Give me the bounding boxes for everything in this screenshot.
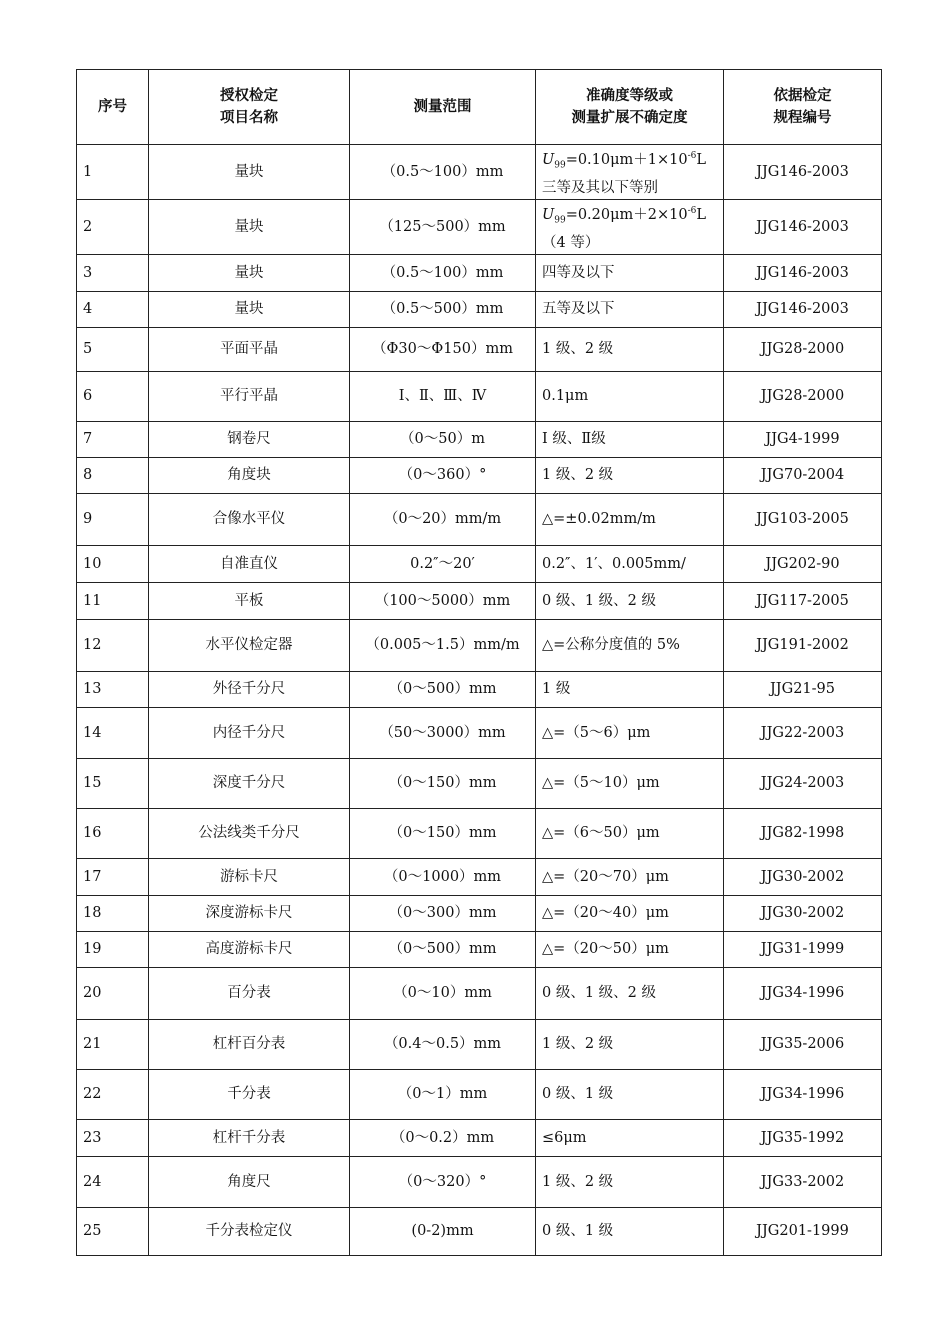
table-row — [77, 421, 882, 457]
authorization-table — [76, 69, 882, 1256]
item-name: 千分表检定仪 — [149, 1207, 350, 1255]
table-row — [77, 707, 882, 758]
row-number: 12 — [77, 619, 149, 671]
regulation-code: JJG30-2002 — [724, 858, 882, 895]
item-name: 钢卷尺 — [149, 421, 350, 457]
row-number: 16 — [77, 808, 149, 858]
measuring-range: （0～50）m — [350, 421, 536, 457]
measuring-range: （0～1）mm — [350, 1069, 536, 1119]
table-row — [77, 671, 882, 707]
accuracy: 1 级 — [536, 671, 724, 707]
item-name: 杠杆千分表 — [149, 1119, 350, 1156]
table-row — [77, 858, 882, 895]
measuring-range: （0～300）mm — [350, 895, 536, 931]
row-number: 20 — [77, 967, 149, 1019]
table-row — [77, 457, 882, 493]
regulation-code: JJG30-2002 — [724, 895, 882, 931]
row-number: 19 — [77, 931, 149, 967]
table-row — [77, 895, 882, 931]
row-number: 10 — [77, 545, 149, 582]
regulation-code: JJG22-2003 — [724, 707, 882, 758]
table-row — [77, 1207, 882, 1255]
accuracy: 0 级、1 级、2 级 — [536, 967, 724, 1019]
regulation-code: JJG117-2005 — [724, 582, 882, 619]
regulation-code: JJG103-2005 — [724, 493, 882, 545]
regulation-code: JJG201-1999 — [724, 1207, 882, 1255]
table-row — [77, 254, 882, 291]
accuracy: △=（20～40）μm — [536, 895, 724, 931]
accuracy: 1 级、2 级 — [536, 327, 724, 371]
row-number: 11 — [77, 582, 149, 619]
table-row — [77, 931, 882, 967]
item-name: 公法线类千分尺 — [149, 808, 350, 858]
table-row — [77, 808, 882, 858]
accuracy: △=公称分度值的 5% — [536, 619, 724, 671]
table-header-row — [77, 70, 882, 145]
row-number: 4 — [77, 291, 149, 327]
row-number: 21 — [77, 1019, 149, 1069]
header-no: 序号 — [77, 70, 149, 145]
row-number: 23 — [77, 1119, 149, 1156]
row-number: 14 — [77, 707, 149, 758]
accuracy: $U_{99}=0.10\mu m+1\times 10^{-6}L$ 三等及其以下等别 — [536, 145, 724, 200]
accuracy: 五等及以下 — [536, 291, 724, 327]
table-row — [77, 619, 882, 671]
measuring-range: （100～5000）mm — [350, 582, 536, 619]
row-number: 15 — [77, 758, 149, 808]
regulation-code: JJG34-1996 — [724, 967, 882, 1019]
accuracy: △=（5～6）μm — [536, 707, 724, 758]
item-name: 角度尺 — [149, 1156, 350, 1207]
table-row — [77, 758, 882, 808]
item-name: 千分表 — [149, 1069, 350, 1119]
row-number: 5 — [77, 327, 149, 371]
accuracy: 0.1μm — [536, 371, 724, 421]
regulation-code: JJG146-2003 — [724, 199, 882, 254]
table-row — [77, 493, 882, 545]
measuring-range: （0.5～500）mm — [350, 291, 536, 327]
item-name: 水平仪检定器 — [149, 619, 350, 671]
measuring-range: （0.005～1.5）mm/m — [350, 619, 536, 671]
item-name: 杠杆百分表 — [149, 1019, 350, 1069]
regulation-code: JJG146-2003 — [724, 254, 882, 291]
header-regulation-code: 依据检定 规程编号 — [724, 70, 882, 145]
row-number: 2 — [77, 199, 149, 254]
item-name: 自准直仪 — [149, 545, 350, 582]
item-name: 百分表 — [149, 967, 350, 1019]
accuracy: Ⅰ 级、Ⅱ级 — [536, 421, 724, 457]
regulation-code: JJG35-2006 — [724, 1019, 882, 1069]
table-row — [77, 199, 882, 254]
table-row — [77, 327, 882, 371]
measuring-range: （50～3000）mm — [350, 707, 536, 758]
measuring-range: Ⅰ、Ⅱ、Ⅲ、Ⅳ — [350, 371, 536, 421]
accuracy: △=±0.02mm/m — [536, 493, 724, 545]
item-name: 量块 — [149, 145, 350, 200]
accuracy: 0 级、1 级 — [536, 1207, 724, 1255]
regulation-code: JJG28-2000 — [724, 371, 882, 421]
regulation-code: JJG202-90 — [724, 545, 882, 582]
accuracy: 1 级、2 级 — [536, 1156, 724, 1207]
table-row — [77, 967, 882, 1019]
table-row — [77, 1069, 882, 1119]
item-name: 量块 — [149, 199, 350, 254]
accuracy: △=（5～10）μm — [536, 758, 724, 808]
item-name: 合像水平仪 — [149, 493, 350, 545]
row-number: 3 — [77, 254, 149, 291]
row-number: 9 — [77, 493, 149, 545]
header-accuracy: 准确度等级或 测量扩展不确定度 — [536, 70, 724, 145]
measuring-range: （0～150）mm — [350, 808, 536, 858]
item-name: 平板 — [149, 582, 350, 619]
measuring-range: （0～150）mm — [350, 758, 536, 808]
regulation-code: JJG35-1992 — [724, 1119, 882, 1156]
header-item-name: 授权检定 项目名称 — [149, 70, 350, 145]
regulation-code: JJG31-1999 — [724, 931, 882, 967]
row-number: 17 — [77, 858, 149, 895]
row-number: 18 — [77, 895, 149, 931]
measuring-range: （0.5～100）mm — [350, 145, 536, 200]
item-name: 量块 — [149, 291, 350, 327]
regulation-code: JJG146-2003 — [724, 291, 882, 327]
measuring-range: 0.2″～20′ — [350, 545, 536, 582]
accuracy: △=（6～50）μm — [536, 808, 724, 858]
regulation-code: JJG34-1996 — [724, 1069, 882, 1119]
item-name: 高度游标卡尺 — [149, 931, 350, 967]
measuring-range: （0.4～0.5）mm — [350, 1019, 536, 1069]
measuring-range: （0～0.2）mm — [350, 1119, 536, 1156]
row-number: 1 — [77, 145, 149, 200]
item-name: 平面平晶 — [149, 327, 350, 371]
row-number: 25 — [77, 1207, 149, 1255]
regulation-code: JJG24-2003 — [724, 758, 882, 808]
accuracy: 0 级、1 级 — [536, 1069, 724, 1119]
measuring-range: （0～320）° — [350, 1156, 536, 1207]
item-name: 量块 — [149, 254, 350, 291]
regulation-code: JJG28-2000 — [724, 327, 882, 371]
regulation-code: JJG4-1999 — [724, 421, 882, 457]
measuring-range: (0-2)mm — [350, 1207, 536, 1255]
table-row — [77, 545, 882, 582]
measuring-range: （0～10）mm — [350, 967, 536, 1019]
item-name: 角度块 — [149, 457, 350, 493]
regulation-code: JJG82-1998 — [724, 808, 882, 858]
regulation-code: JJG33-2002 — [724, 1156, 882, 1207]
measuring-range: （Φ30～Φ150）mm — [350, 327, 536, 371]
table-row — [77, 291, 882, 327]
item-name: 平行平晶 — [149, 371, 350, 421]
row-number: 22 — [77, 1069, 149, 1119]
measuring-range: （0～360）° — [350, 457, 536, 493]
accuracy: 0 级、1 级、2 级 — [536, 582, 724, 619]
measuring-range: （125～500）mm — [350, 199, 536, 254]
row-number: 6 — [77, 371, 149, 421]
header-range: 测量范围 — [350, 70, 536, 145]
regulation-code: JJG146-2003 — [724, 145, 882, 200]
table-row — [77, 145, 882, 200]
accuracy: ≤6μm — [536, 1119, 724, 1156]
table-row — [77, 1019, 882, 1069]
row-number: 13 — [77, 671, 149, 707]
item-name: 深度游标卡尺 — [149, 895, 350, 931]
accuracy: 1 级、2 级 — [536, 457, 724, 493]
item-name: 游标卡尺 — [149, 858, 350, 895]
measuring-range: （0～20）mm/m — [350, 493, 536, 545]
table-row — [77, 1119, 882, 1156]
row-number: 8 — [77, 457, 149, 493]
table-row — [77, 582, 882, 619]
accuracy: $U_{99}=0.20\mu m+2\times 10^{-6}L$ （4 等） — [536, 199, 724, 254]
regulation-code: JJG191-2002 — [724, 619, 882, 671]
item-name: 外径千分尺 — [149, 671, 350, 707]
item-name: 深度千分尺 — [149, 758, 350, 808]
accuracy: 四等及以下 — [536, 254, 724, 291]
accuracy: 1 级、2 级 — [536, 1019, 724, 1069]
measuring-range: （0～1000）mm — [350, 858, 536, 895]
item-name: 内径千分尺 — [149, 707, 350, 758]
measuring-range: （0.5～100）mm — [350, 254, 536, 291]
row-number: 7 — [77, 421, 149, 457]
table-row — [77, 371, 882, 421]
accuracy: 0.2″、1′、0.005mm/ — [536, 545, 724, 582]
accuracy: △=（20～50）μm — [536, 931, 724, 967]
table-row — [77, 1156, 882, 1207]
regulation-code: JJG70-2004 — [724, 457, 882, 493]
regulation-code: JJG21-95 — [724, 671, 882, 707]
accuracy: △=（20～70）μm — [536, 858, 724, 895]
measuring-range: （0～500）mm — [350, 931, 536, 967]
row-number: 24 — [77, 1156, 149, 1207]
measuring-range: （0～500）mm — [350, 671, 536, 707]
